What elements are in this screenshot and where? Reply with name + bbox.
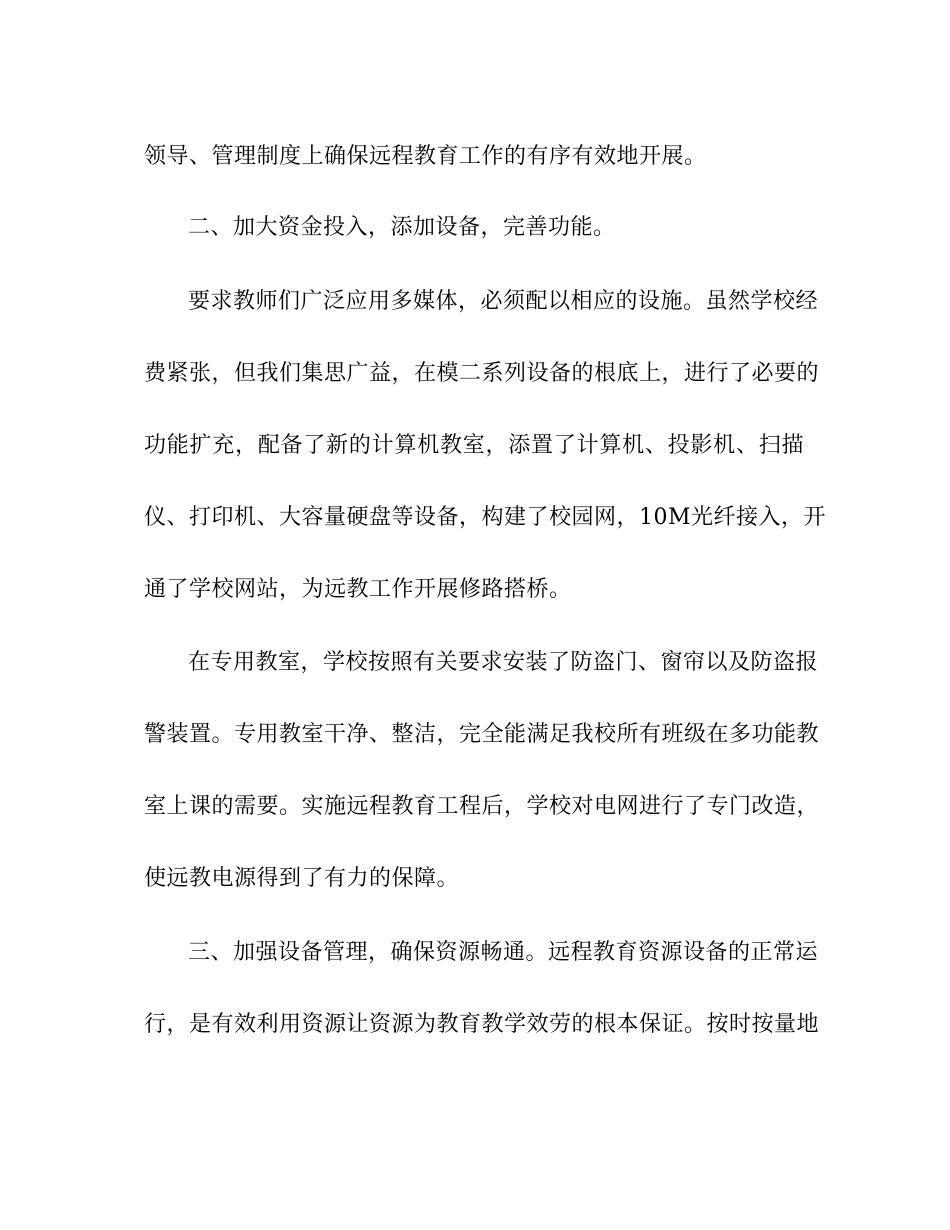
text-line: 领导、管理制度上确保远程教育工作的有序有效地开展。: [144, 144, 707, 169]
text-line: 在专用教室，学校按照有关要求安装了防盗门、窗帘以及防盗报: [188, 650, 819, 675]
text-line: 室上课的需要。实施远程教育工程后，学校对电网进行了专门改造，: [144, 794, 820, 819]
text-line: 功能扩充，配备了新的计算机教室，添置了计算机、投影机、扫描: [144, 433, 804, 458]
text-line: 要求教师们广泛应用多媒体，必须配以相应的设施。虽然学校经: [188, 289, 819, 314]
section-heading: 二、加大资金投入，添加设备，完善功能。: [188, 215, 616, 240]
section-heading: 三、加强设备管理，确保资源畅通。远程教育资源设备的正常运: [188, 940, 819, 965]
text-line: 通了学校网站，为远教工作开展修路搭桥。: [144, 577, 572, 602]
text-line: 仪、打印机、大容量硬盘等设备，构建了校园网，10M光纤接入，开: [144, 505, 827, 530]
text-line: 警装置。专用教室干净、整洁，完全能满足我校所有班级在多功能教: [144, 722, 820, 747]
text-line: 费紧张，但我们集思广益，在模二系列设备的根底上，进行了必要的: [144, 361, 820, 386]
text-line: 行，是有效利用资源让资源为教育教学效劳的根本保证。按时按量地: [144, 1012, 820, 1037]
text-line: 使远教电源得到了有力的保障。: [144, 866, 460, 891]
